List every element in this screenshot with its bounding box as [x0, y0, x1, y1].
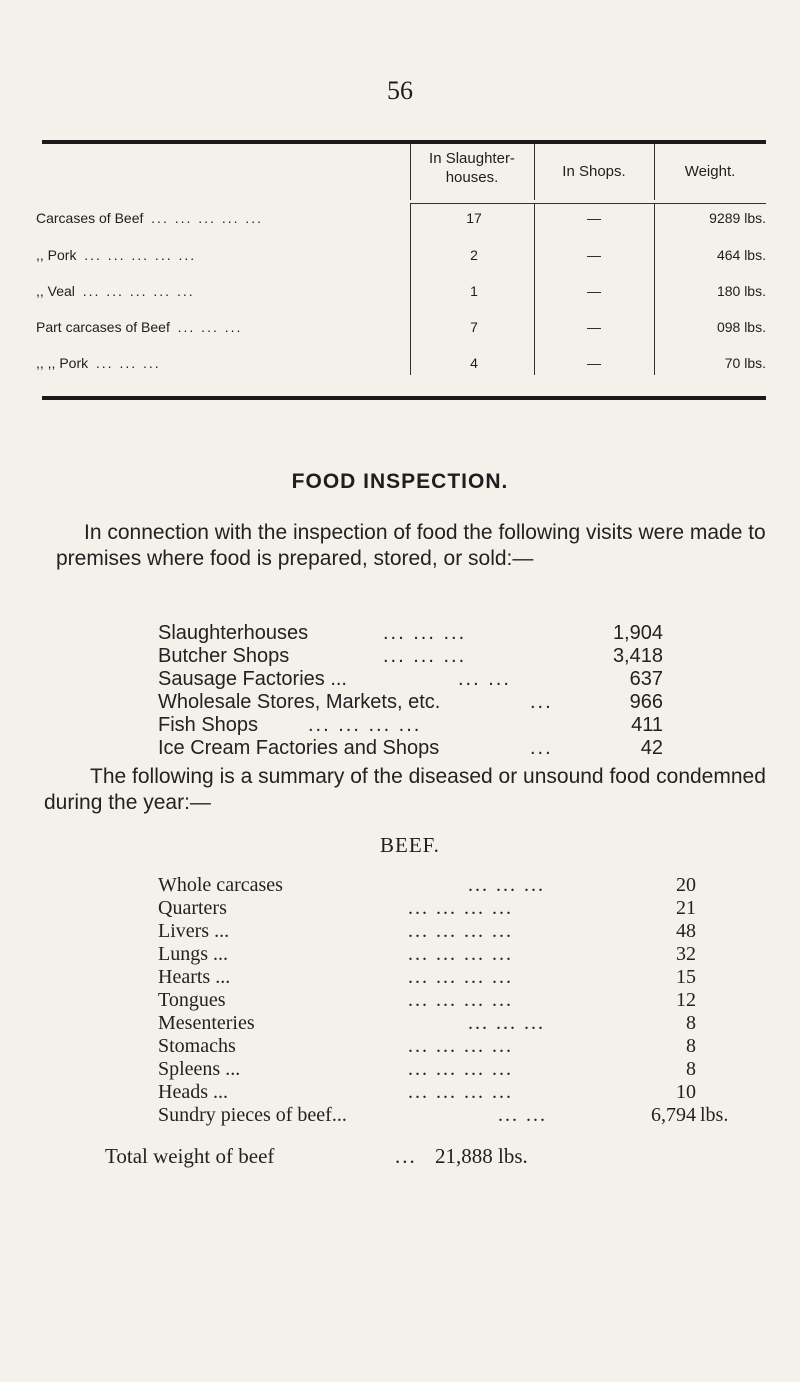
- beef-item-dots: ... ... ... ...: [408, 966, 513, 988]
- list-item: [158, 874, 758, 897]
- total-label: Total weight of beef: [105, 1144, 275, 1168]
- row-shops: —: [587, 319, 601, 335]
- list-item: [158, 1058, 758, 1081]
- row-slaughterhouses: 7: [470, 319, 478, 335]
- beef-item-dots: ... ... ... ...: [408, 920, 513, 942]
- row-slaughterhouses: 2: [470, 247, 478, 263]
- row-weight: 098 lbs.: [716, 319, 766, 335]
- row-label: ,, ,, Pork ... ... ...: [36, 355, 161, 371]
- table-row: [0, 355, 780, 381]
- list-item: [158, 1081, 758, 1104]
- visit-value: 3,418: [612, 645, 663, 667]
- beef-item-dots: ... ... ... ...: [408, 1058, 513, 1080]
- table-bottom-rule: [42, 396, 766, 400]
- list-item: [158, 897, 758, 920]
- beef-item-value: 21: [676, 897, 696, 919]
- beef-item-label: Heads ...: [158, 1081, 228, 1103]
- row-shops: —: [587, 210, 601, 226]
- list-item: [158, 1104, 758, 1127]
- beef-item-label: Whole carcases: [158, 874, 283, 896]
- list-item: [158, 966, 758, 989]
- list-item: [158, 668, 718, 691]
- beef-item-dots: ... ... ... ...: [408, 989, 513, 1011]
- beef-heading: BEEF.: [380, 833, 440, 857]
- row-label: ,, Veal ... ... ... ... ...: [36, 283, 195, 299]
- list-item: [158, 737, 718, 760]
- table-row: [0, 319, 780, 345]
- visit-value: 966: [629, 691, 663, 713]
- visit-dots: ...: [530, 691, 553, 713]
- table-top-rule: [42, 140, 766, 144]
- visit-label: Butcher Shops: [158, 645, 290, 667]
- visit-value: 411: [631, 714, 663, 736]
- visit-dots: ...: [530, 737, 553, 759]
- row-slaughterhouses: 1: [470, 283, 478, 299]
- visit-dots: ... ...: [458, 668, 511, 690]
- header-slaughterhouses-line1: In Slaughter-: [429, 150, 515, 167]
- row-label: ,, Pork ... ... ... ... ...: [36, 247, 197, 263]
- beef-item-dots: ... ... ... ...: [408, 1035, 513, 1057]
- list-item: [158, 989, 758, 1012]
- visit-value: 1,904: [612, 622, 663, 644]
- row-shops: —: [587, 283, 601, 299]
- row-slaughterhouses: 4: [470, 355, 478, 371]
- beef-item-dots: ... ... ... ...: [408, 897, 513, 919]
- beef-item-dots: ... ... ...: [468, 874, 545, 896]
- table-row: [0, 247, 780, 273]
- intro-paragraph: In connection with the inspection of food the following visits were made to premises where food is prepared, stored, or sold:—: [56, 521, 766, 570]
- beef-item-label: Quarters: [158, 897, 227, 919]
- beef-item-dots: ... ...: [498, 1104, 547, 1126]
- list-item: [158, 714, 718, 737]
- list-item: [158, 691, 718, 714]
- total-value: 21,888 lbs.: [435, 1144, 528, 1168]
- visit-dots: ... ... ... ...: [308, 714, 422, 736]
- beef-item-value: 15: [676, 966, 696, 988]
- beef-item-value: 48: [676, 920, 696, 942]
- food-inspection-heading: FOOD INSPECTION.: [291, 470, 509, 493]
- list-item: [158, 1012, 758, 1035]
- beef-item-dots: ... ... ... ...: [408, 1081, 513, 1103]
- row-weight: 9289 lbs.: [709, 210, 766, 226]
- visit-label: Ice Cream Factories and Shops: [158, 737, 440, 759]
- beef-item-label: Spleens ...: [158, 1058, 241, 1080]
- row-shops: —: [587, 355, 601, 371]
- beef-item-value: 8: [686, 1012, 696, 1034]
- header-rule: [410, 203, 766, 204]
- table-row: [0, 210, 780, 236]
- header-slaughterhouses: [410, 149, 534, 187]
- visits-list: [158, 622, 718, 760]
- total-weight-line: [105, 1144, 785, 1169]
- beef-item-value: 6,794: [651, 1104, 696, 1126]
- visit-label: Wholesale Stores, Markets, etc.: [158, 691, 441, 713]
- beef-item-dots: ... ... ...: [468, 1012, 545, 1034]
- total-dots: ...: [395, 1144, 417, 1168]
- header-weight: Weight.: [684, 163, 736, 180]
- row-shops: —: [587, 247, 601, 263]
- beef-item-label: Lungs ...: [158, 943, 228, 965]
- row-label: Part carcases of Beef ... ... ...: [36, 319, 243, 335]
- list-item: [158, 622, 718, 645]
- beef-list: [158, 874, 758, 1127]
- header-shops: In Shops.: [562, 163, 626, 180]
- visit-label: Sausage Factories ...: [158, 668, 347, 690]
- list-item: [158, 920, 758, 943]
- beef-item-label: Mesenteries: [158, 1012, 255, 1034]
- list-item: [158, 943, 758, 966]
- row-weight: 70 lbs.: [724, 355, 766, 371]
- beef-item-value: 32: [676, 943, 696, 965]
- visit-value: 42: [640, 737, 663, 759]
- beef-item-value: 20: [676, 874, 696, 896]
- visit-dots: ... ... ...: [383, 622, 467, 644]
- beef-item-label: Sundry pieces of beef...: [158, 1104, 347, 1126]
- beef-item-value: 10: [676, 1081, 696, 1103]
- page-number: 56: [387, 76, 413, 105]
- beef-item-label: Tongues: [158, 989, 226, 1011]
- visit-value: 637: [629, 668, 663, 690]
- beef-item-label: Hearts ...: [158, 966, 231, 988]
- beef-item-unit: lbs.: [700, 1104, 729, 1126]
- row-weight: 180 lbs.: [716, 283, 766, 299]
- row-slaughterhouses: 17: [466, 210, 482, 226]
- header-slaughterhouses-line2: houses.: [445, 169, 499, 186]
- table-row: [0, 283, 780, 309]
- beef-item-value: 8: [686, 1058, 696, 1080]
- beef-item-value: 12: [676, 989, 696, 1011]
- beef-item-label: Livers ...: [158, 920, 230, 942]
- beef-item-value: 8: [686, 1035, 696, 1057]
- row-label: Carcases of Beef ... ... ... ... ...: [36, 210, 264, 226]
- list-item: [158, 1035, 758, 1058]
- beef-item-dots: ... ... ... ...: [408, 943, 513, 965]
- summary-paragraph: The following is a summary of the diseased or unsound food condemned during the year:—: [44, 765, 766, 814]
- list-item: [158, 645, 718, 668]
- visit-label: Slaughterhouses: [158, 622, 309, 644]
- visit-label: Fish Shops: [158, 714, 259, 736]
- visit-dots: ... ... ...: [383, 645, 467, 667]
- beef-item-label: Stomachs: [158, 1035, 236, 1057]
- row-weight: 464 lbs.: [716, 247, 766, 263]
